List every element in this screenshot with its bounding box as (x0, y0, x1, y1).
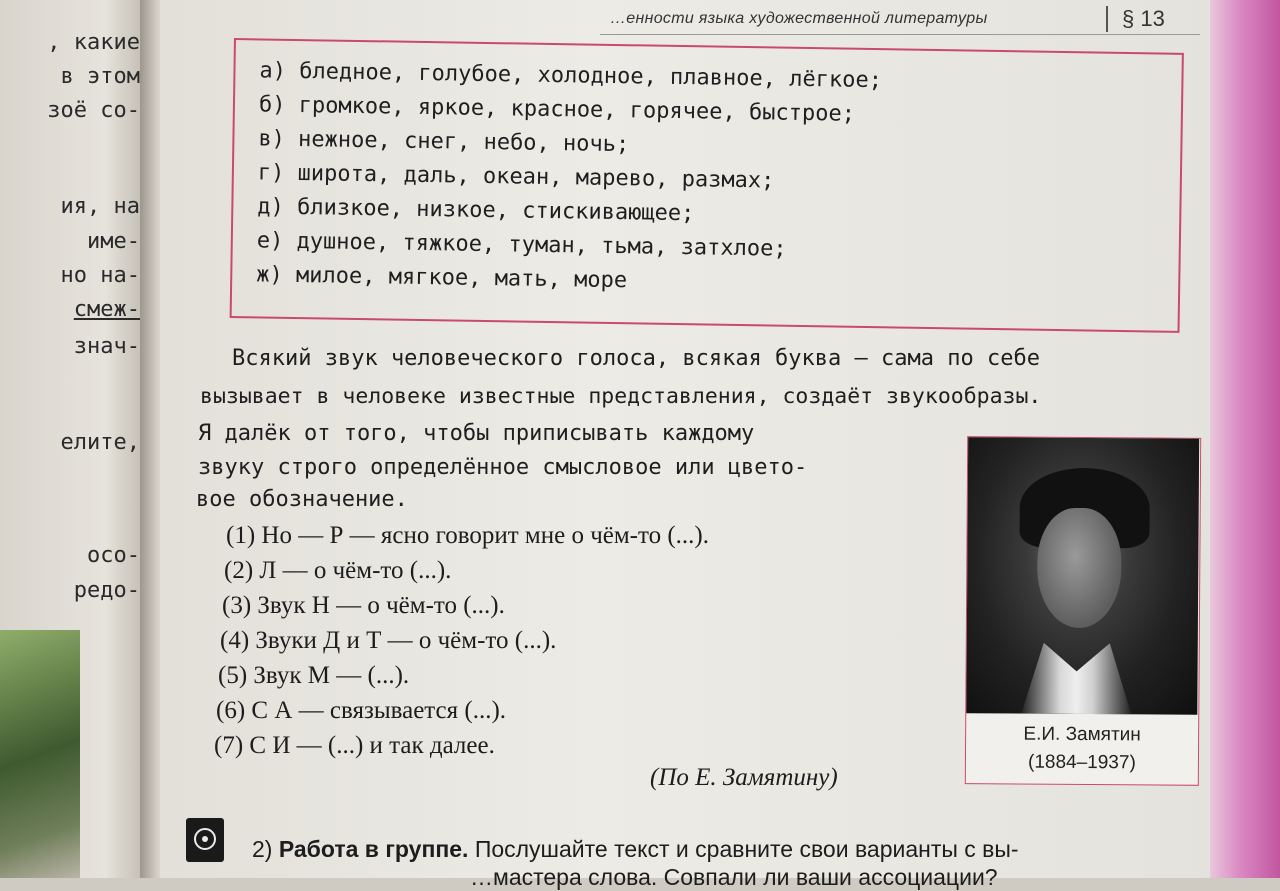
task-line (252, 836, 1019, 863)
numbered-item: (7) С И — (...) и так далее. (214, 732, 495, 759)
paragraph-line: звуку строго определённое смысловое или цвето- (198, 455, 808, 480)
portrait-collar (1021, 643, 1131, 715)
left-page-photo (0, 630, 80, 878)
word-list-line: ж) милое, мягкое, мать, море (256, 262, 628, 294)
section-number: § 13 (1122, 6, 1165, 31)
left-page-line: но на- (60, 263, 140, 288)
word-list-box (230, 38, 1184, 333)
paragraph-line: вызывает в человеке известные представления, создаёт звукообразы. (200, 384, 1042, 409)
task-number: 2) (252, 836, 273, 862)
page-edge-decoration (1210, 0, 1280, 878)
left-page-line: знач- (73, 334, 140, 359)
portrait-caption-name: Е.И. Замятин (1023, 723, 1141, 746)
left-page-line: редо- (73, 578, 140, 603)
portrait-figure (965, 436, 1201, 786)
left-page-line: ия, на (60, 194, 140, 219)
audio-disc-icon (186, 818, 224, 862)
left-page-line: име- (87, 229, 140, 254)
left-page-line: , какие (47, 30, 140, 55)
numbered-item: (5) Звук М — (...). (218, 662, 410, 689)
source-attribution: (По Е. Замятину) (650, 764, 838, 791)
left-page-line: осо- (87, 543, 140, 568)
running-header (610, 4, 1200, 34)
left-page-line: елите, (60, 430, 140, 455)
header-rule (600, 34, 1200, 35)
numbered-item: (6) С А — связывается (...). (216, 697, 507, 724)
header-separator (1106, 6, 1108, 32)
word-list-line: в) нежное, снег, небо, ночь; (258, 126, 630, 158)
portrait-face (1037, 508, 1122, 629)
word-list-line: д) близкое, низкое, стискивающее; (257, 194, 695, 227)
word-list-line: е) душное, тяжкое, туман, тьма, затхлое; (256, 228, 787, 262)
task-line-2: …мастера слова. Совпали ли ваши ассоциации? (470, 864, 998, 890)
left-page-line: зоё со- (47, 98, 140, 123)
left-page-line: смеж- (73, 297, 140, 322)
numbered-item: (2) Л — о чём-то (...). (224, 557, 452, 584)
paragraph-line: Я далёк от того, чтобы приписывать каждому (198, 421, 755, 446)
numbered-item: (1) Но — Р — ясно говорит мне о чём-то (...). (226, 522, 710, 549)
numbered-item: (4) Звуки Д и Т — о чём-то (...). (220, 627, 557, 654)
paragraph-line: вое обозначение. (196, 487, 408, 512)
left-page-line: в этом (60, 64, 140, 89)
task-bold-title: Работа в группе. (278, 836, 469, 862)
word-list-line: а) бледное, голубое, холодное, плавное, лёгкое; (259, 58, 883, 94)
word-list-line: г) широта, даль, океан, марево, размах; (257, 160, 775, 194)
header-title: …енности языка художественной литературы (610, 10, 988, 27)
left-page (0, 0, 150, 878)
paragraph-line: Всякий звук человеческого голоса, всякая буква — сама по себе (232, 346, 1040, 371)
portrait-photo (966, 437, 1199, 715)
word-list-line: б) громкое, яркое, красное, горячее, быстрое; (258, 92, 856, 127)
task-text: Послушайте текст и сравните свои варианты с вы- (474, 836, 1019, 862)
portrait-caption-years: (1884–1937) (1027, 751, 1136, 774)
numbered-item: (3) Звук Н — о чём-то (...). (222, 592, 505, 619)
